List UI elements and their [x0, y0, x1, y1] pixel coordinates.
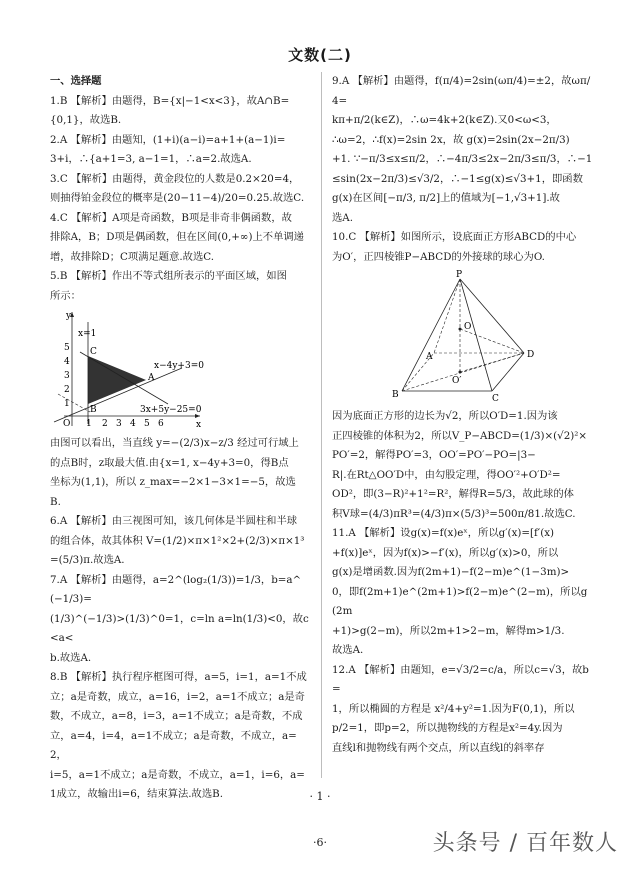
answer-item [50, 571, 312, 669]
text-line: =(5/3)π.故选A. [50, 554, 125, 566]
label-x: x [196, 420, 202, 430]
text-line: 1成立，故输出i=6，结束算法.故选B. [50, 788, 223, 800]
text-line: 0，即f(2m+1)e^(2m+1)>f(2−m)e^(2−m)，所以g(2m [332, 585, 588, 617]
tick-y-1: 1 [64, 399, 70, 409]
section-heading: 一、选择题 [50, 75, 102, 87]
answer-list-right-2 [332, 407, 594, 758]
tick-x-6: 6 [158, 419, 164, 429]
text-line: +1)>g(2−m)，所以2m+1>2−m，解得m>1/3. [332, 624, 565, 637]
label-b: B [392, 390, 399, 400]
text-line: 由图可以看出，当直线 y=−(2/3)x−z/3 经过可行域上 [50, 437, 299, 449]
tick-x-4: 4 [130, 419, 136, 429]
label-o: O [63, 419, 71, 429]
page-number: · 1 · [309, 790, 331, 803]
watermark: 头条号 / 百年数人 [432, 831, 618, 856]
text-line: 1，所以椭圆的方程是 x²/4+y²=1.因为F(0,1)，所以 [332, 702, 575, 715]
text-line: g(x)是增函数.因为f(2m+1)−f(2−m)e^(1−3m)> [332, 566, 570, 578]
label-y: y [66, 311, 72, 321]
text-line: 排除A，B；D项是偶函数，但在区间(0,+∞)上不单调递 [50, 231, 304, 243]
text-line: b.故选A. [50, 651, 92, 664]
text-line: i=5，a=1不成立；a是奇数，不成立，a=1，i=6，a= [50, 768, 305, 781]
text-line: 则抽得铂金段位的概率是(20−11−4)/20=0.25.故选C. [50, 192, 305, 204]
label-b: B [90, 405, 97, 415]
text-line: 的点B时，z取最大值.由{x=1, x−4y+3=0，得B点 [50, 456, 289, 469]
tick-y-2: 2 [64, 385, 70, 395]
answer-item [332, 661, 594, 759]
text-line: 3.C 【解析】由题得，黄金段位的人数是0.2×20=4， [50, 172, 300, 185]
text-line: 8.B 【解析】执行程序框图可得，a=5，i=1，a=1不成 [50, 671, 307, 683]
label-p: P [456, 270, 463, 280]
text-line: (1/3)^(−1/3)>(1/3)^0=1，c=ln a=ln(1/3)<0，故c<a< [50, 612, 309, 644]
text-line: kπ+π/2(k∈Z)，∴ω=4k+2(k∈Z).又0<ω<3， [332, 114, 557, 126]
label-d: D [527, 350, 535, 360]
tick-x-2: 2 [102, 419, 108, 429]
text-line: 因为底面正方形的边长为√2，所以O′D=1.因为该 [332, 410, 558, 422]
page-number-secondary: ·6· [313, 836, 327, 849]
text-line: 12.A 【解析】由题知，e=√3/2=c/a，所以c=√3，故b= [332, 663, 589, 695]
text-line: 10.C 【解析】如图所示，设底面正方形ABCD的中心 [332, 231, 577, 243]
text-line: g(x)在区间[−π/3, π/2]上的值域为[−1,√3+1].故 [332, 192, 560, 204]
feasible-region [88, 356, 146, 404]
text-line: 6.A 【解析】由三视图可知，该几何体是半圆柱和半球 [50, 515, 298, 527]
text-line: ∴ω=2，∴f(x)=2sin 2x，故 g(x)=2sin(2x−2π/3) [332, 133, 570, 146]
pyramid-figure [388, 269, 538, 403]
text-line: +1. ∵−π/3≤x≤π/2，∴−4π/3≤2x−2π/3≤π/3，∴−1 [332, 153, 593, 165]
label-line1: x−4y+3=0 [154, 361, 204, 371]
text-line: B. [50, 495, 61, 508]
label-o: O [464, 322, 472, 332]
text-line: OD²，即(3−R)²+1²=R²，解得R=5/3，故此球的体 [332, 488, 574, 500]
answer-item [332, 228, 594, 267]
label-a: A [148, 373, 155, 383]
text-line: 选A. [332, 211, 354, 224]
answer-item [332, 524, 594, 661]
left-column [50, 72, 312, 805]
answer-item [50, 131, 312, 170]
answer-item [50, 170, 312, 209]
tick-x-3: 3 [116, 419, 122, 429]
tick-x-5: 5 [144, 419, 150, 429]
tick-y-5: 5 [64, 343, 70, 353]
answer-item [50, 434, 312, 512]
answer-item [332, 72, 594, 228]
answer-item [332, 407, 594, 524]
text-line: ≤sin(2x−2π/3)≤√3/2，∴−1≤g(x)≤√3+1，即函数 [332, 172, 583, 185]
right-column [332, 72, 594, 758]
label-a: A [426, 352, 433, 362]
text-line: 5.B 【解析】作出不等式组所表示的平面区域，如图 [50, 270, 287, 282]
page-title: 文数(二) [288, 46, 352, 64]
label-x1: x=1 [78, 329, 97, 339]
text-line: 的组合体，故其体积 V=(1/2)×π×1²×2+(2/3)×π×1³ [50, 534, 305, 547]
text-line: 正四棱锥的体积为2，所以V_P−ABCD=(1/3)×(√2)²× [332, 429, 588, 442]
answer-item [50, 668, 312, 805]
text-line: 3+i，∴{a+1=3, a−1=1，∴a=2.故选A. [50, 153, 252, 165]
text-line: 11.A 【解析】设g(x)=f(x)eˣ，所以g′(x)=[f′(x) [332, 527, 555, 539]
text-line: 4.C 【解析】A项是奇函数，B项是非奇非偶函数，故 [50, 211, 292, 224]
answer-list-left-2 [50, 434, 312, 805]
text-line: 故选A. [332, 644, 364, 656]
answer-list-left [50, 92, 312, 307]
text-line: 积V球=(4/3)πR³=(4/3)π×(5/3)³=500π/81.故选C. [332, 507, 576, 520]
tick-y-3: 3 [64, 371, 70, 381]
answer-item [50, 209, 312, 268]
answer-item [50, 267, 312, 306]
objective-line [58, 394, 90, 412]
tick-x-1: 1 [86, 419, 92, 429]
text-line: +f(x)]eˣ，因为f(x)>−f′(x)，所以g′(x)>0，所以 [332, 546, 559, 559]
label-c: C [90, 347, 97, 357]
label-c: C [492, 394, 499, 403]
text-line: 数，不成立，a=8，i=3，a=1不成立；a是奇数，不成 [50, 710, 303, 722]
feasible-region-figure [50, 308, 210, 430]
column-divider [321, 72, 322, 778]
text-line: {0,1}，故选B. [50, 114, 122, 126]
answer-list-right [332, 72, 594, 267]
text-line: 为O′，正四棱锥P−ABCD的外接球的球心为O. [332, 250, 545, 263]
label-o-prime: O′ [452, 376, 462, 386]
text-line: p/2=1，即p=2，所以抛物线的方程是x²=4y.因为 [332, 722, 563, 734]
text-line: R|.在Rt△OO′D中，由勾股定理，得OO′²+O′D²= [332, 468, 561, 481]
text-line: 1.B 【解析】由题得，B={x|−1<x<3}，故A∩B= [50, 94, 290, 107]
text-line: 2.A 【解析】由题知，(1+i)(a−i)=a+1+(a−1)i= [50, 133, 286, 146]
text-line: 7.A 【解析】由题得，a=2^(log₂(1/3))=1/3，b=a^(−1/3)= [50, 573, 302, 605]
text-line: 坐标为(1,1)，所以 z_max=−2×1−3×1=−5，故选 [50, 476, 296, 488]
text-line: PO′=2，解得PO′=3，OO′=PO′−PO=|3− [332, 449, 536, 461]
text-line: 立，a=4，i=4，a=1不成立；a是奇数，不成立，a=2， [50, 729, 297, 761]
answer-item [50, 92, 312, 131]
text-line: 增，故排除D；C项满足题意.故选C. [50, 250, 215, 263]
tick-y-4: 4 [64, 357, 70, 367]
text-line: 所示： [50, 289, 81, 302]
text-line: 直线l和抛物线有两个交点，所以直线l的斜率存 [332, 741, 545, 754]
text-line: 立；a是奇数，成立，a=16，i=2，a=1不成立；a是奇 [50, 690, 305, 703]
label-line2: 3x+5y−25=0 [140, 405, 202, 415]
answer-item [50, 512, 312, 571]
text-line: 9.A 【解析】由题得，f(π/4)=2sin(ωπ/4)=±2，故ωπ/4= [332, 75, 591, 107]
